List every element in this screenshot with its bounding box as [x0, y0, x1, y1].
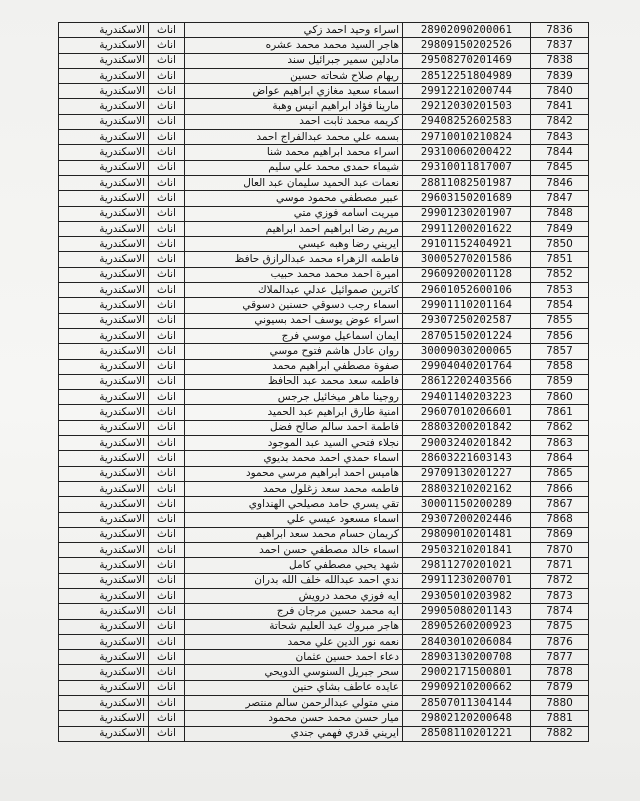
- table-row: [59, 38, 589, 53]
- national-id-cell: 29310060200422: [403, 145, 531, 160]
- gender-cell: اناث: [149, 527, 185, 542]
- table-row: [59, 206, 589, 221]
- national-id-cell: 28507011304144: [403, 696, 531, 711]
- name-cell: ندي احمد عبدالله خلف الله بدران: [185, 573, 403, 588]
- national-id-cell: 28705150201224: [403, 328, 531, 343]
- table-row: [59, 420, 589, 435]
- name-cell: اسماء مسعود عيسي علي: [185, 512, 403, 527]
- national-id-cell: 28803210202162: [403, 481, 531, 496]
- city-cell: الاسكندرية: [59, 23, 149, 38]
- serial-cell: 7867: [531, 497, 589, 512]
- city-cell: الاسكندرية: [59, 267, 149, 282]
- table-row: [59, 696, 589, 711]
- table-row: [59, 619, 589, 634]
- table-row: [59, 634, 589, 649]
- gender-cell: اناث: [149, 267, 185, 282]
- name-cell: هاجر السيد محمد محمد عشره: [185, 38, 403, 53]
- city-cell: الاسكندرية: [59, 436, 149, 451]
- national-id-cell: 29305010203982: [403, 588, 531, 603]
- name-cell: صفوة مصطفي ابراهيم محمد: [185, 359, 403, 374]
- gender-cell: اناث: [149, 558, 185, 573]
- table-row: [59, 53, 589, 68]
- serial-cell: 7858: [531, 359, 589, 374]
- table-row: [59, 481, 589, 496]
- name-cell: اسراء محمد ابراهيم محمد شنا: [185, 145, 403, 160]
- serial-cell: 7840: [531, 84, 589, 99]
- city-cell: الاسكندرية: [59, 145, 149, 160]
- name-cell: دعاء احمد حسين عثمان: [185, 650, 403, 665]
- gender-cell: اناث: [149, 298, 185, 313]
- name-cell: فاطمة احمد سالم صالح فضل: [185, 420, 403, 435]
- name-cell: اسراء عوض يوسف احمد بسيوني: [185, 313, 403, 328]
- national-id-cell: 29607010206601: [403, 405, 531, 420]
- city-cell: الاسكندرية: [59, 359, 149, 374]
- name-cell: كاترين صموائيل عدلي عبدالملاك: [185, 283, 403, 298]
- name-cell: نعمات عبد الحميد سليمان عبد العال: [185, 175, 403, 190]
- city-cell: الاسكندرية: [59, 53, 149, 68]
- name-cell: نجلاء فتحي السيد عبد الموجود: [185, 436, 403, 451]
- serial-cell: 7868: [531, 512, 589, 527]
- table-row: [59, 466, 589, 481]
- table-row: [59, 512, 589, 527]
- city-cell: الاسكندرية: [59, 512, 149, 527]
- city-cell: الاسكندرية: [59, 344, 149, 359]
- city-cell: الاسكندرية: [59, 696, 149, 711]
- gender-cell: اناث: [149, 588, 185, 603]
- city-cell: الاسكندرية: [59, 99, 149, 114]
- serial-cell: 7838: [531, 53, 589, 68]
- serial-cell: 7871: [531, 558, 589, 573]
- name-cell: نعمه نور الدين علي محمد: [185, 634, 403, 649]
- city-cell: الاسكندرية: [59, 405, 149, 420]
- national-id-cell: 29212030201503: [403, 99, 531, 114]
- table-row: [59, 665, 589, 680]
- city-cell: الاسكندرية: [59, 175, 149, 190]
- city-cell: الاسكندرية: [59, 527, 149, 542]
- gender-cell: اناث: [149, 38, 185, 53]
- city-cell: الاسكندرية: [59, 573, 149, 588]
- name-cell: فاطمه محمد سعد زغلول محمد: [185, 481, 403, 496]
- table-row: [59, 68, 589, 83]
- name-cell: مني متولي عبدالرحمن سالم منتصر: [185, 696, 403, 711]
- table-row: [59, 588, 589, 603]
- table-row: [59, 497, 589, 512]
- gender-cell: اناث: [149, 466, 185, 481]
- national-id-cell: 29802120200648: [403, 711, 531, 726]
- national-id-cell: 29901230201907: [403, 206, 531, 221]
- name-cell: هاميس احمد ابراهيم مرسي محمود: [185, 466, 403, 481]
- name-cell: سحر جبريل السنوسي الدويحي: [185, 665, 403, 680]
- city-cell: الاسكندرية: [59, 283, 149, 298]
- national-id-cell: 29310011817007: [403, 160, 531, 175]
- table-row: [59, 328, 589, 343]
- serial-cell: 7865: [531, 466, 589, 481]
- gender-cell: اناث: [149, 344, 185, 359]
- national-id-cell: 29503210201841: [403, 543, 531, 558]
- gender-cell: اناث: [149, 328, 185, 343]
- name-cell: شهد يحيي مصطفي كامل: [185, 558, 403, 573]
- national-id-cell: 29905080201143: [403, 604, 531, 619]
- name-cell: ميار حسن محمد حسن محمود: [185, 711, 403, 726]
- gender-cell: اناث: [149, 221, 185, 236]
- gender-cell: اناث: [149, 604, 185, 619]
- table-row: [59, 573, 589, 588]
- serial-cell: 7860: [531, 390, 589, 405]
- city-cell: الاسكندرية: [59, 558, 149, 573]
- serial-cell: 7877: [531, 650, 589, 665]
- name-cell: ايريني رضا وهبه عيسي: [185, 237, 403, 252]
- national-id-cell: 29408252602583: [403, 114, 531, 129]
- national-id-cell: 29901110201164: [403, 298, 531, 313]
- gender-cell: اناث: [149, 512, 185, 527]
- national-id-cell: 29710010210824: [403, 130, 531, 145]
- name-cell: روان عادل هاشم فتوح موسي: [185, 344, 403, 359]
- national-id-cell: 29609200201128: [403, 267, 531, 282]
- serial-cell: 7837: [531, 38, 589, 53]
- name-cell: مارينا فؤاد ابراهيم انيس وهبة: [185, 99, 403, 114]
- name-cell: كريمه محمد ثابت احمد: [185, 114, 403, 129]
- table-row: [59, 313, 589, 328]
- national-id-cell: 29307200202446: [403, 512, 531, 527]
- table-row: [59, 84, 589, 99]
- city-cell: الاسكندرية: [59, 466, 149, 481]
- national-id-cell: 29101152404921: [403, 237, 531, 252]
- name-cell: فاطمه سعد محمد عبد الحافظ: [185, 374, 403, 389]
- serial-cell: 7863: [531, 436, 589, 451]
- national-id-cell: 29911230200701: [403, 573, 531, 588]
- city-cell: الاسكندرية: [59, 313, 149, 328]
- name-cell: ايريني قدري فهمي جندي: [185, 726, 403, 741]
- name-cell: ايه محمد حسين مرجان فرج: [185, 604, 403, 619]
- national-id-cell: 29809010201481: [403, 527, 531, 542]
- serial-cell: 7873: [531, 588, 589, 603]
- serial-cell: 7848: [531, 206, 589, 221]
- table-row: [59, 527, 589, 542]
- gender-cell: اناث: [149, 145, 185, 160]
- city-cell: الاسكندرية: [59, 497, 149, 512]
- gender-cell: اناث: [149, 99, 185, 114]
- table-row: [59, 451, 589, 466]
- table-row: [59, 298, 589, 313]
- city-cell: الاسكندرية: [59, 665, 149, 680]
- national-id-cell: 28905260200923: [403, 619, 531, 634]
- gender-cell: اناث: [149, 283, 185, 298]
- table-row: [59, 130, 589, 145]
- table-row: [59, 359, 589, 374]
- gender-cell: اناث: [149, 451, 185, 466]
- city-cell: الاسكندرية: [59, 328, 149, 343]
- gender-cell: اناث: [149, 68, 185, 83]
- city-cell: الاسكندرية: [59, 481, 149, 496]
- national-id-cell: 29709130201227: [403, 466, 531, 481]
- name-cell: فاطمه الزهراء محمد عبدالرازق حافظ: [185, 252, 403, 267]
- city-cell: الاسكندرية: [59, 650, 149, 665]
- serial-cell: 7866: [531, 481, 589, 496]
- table-row: [59, 558, 589, 573]
- city-cell: الاسكندرية: [59, 726, 149, 741]
- city-cell: الاسكندرية: [59, 221, 149, 236]
- serial-cell: 7859: [531, 374, 589, 389]
- gender-cell: اناث: [149, 696, 185, 711]
- city-cell: الاسكندرية: [59, 84, 149, 99]
- national-id-cell: 29811270201021: [403, 558, 531, 573]
- city-cell: الاسكندرية: [59, 420, 149, 435]
- table-row: [59, 237, 589, 252]
- table-row: [59, 726, 589, 741]
- name-cell: ريهام صلاح شحاته حسين: [185, 68, 403, 83]
- city-cell: الاسكندرية: [59, 374, 149, 389]
- name-cell: عبير مصطفي محمود موسي: [185, 191, 403, 206]
- city-cell: الاسكندرية: [59, 619, 149, 634]
- gender-cell: اناث: [149, 114, 185, 129]
- national-id-cell: 28403010206084: [403, 634, 531, 649]
- gender-cell: اناث: [149, 405, 185, 420]
- national-id-cell: 29904040201764: [403, 359, 531, 374]
- national-id-cell: 29003240201842: [403, 436, 531, 451]
- gender-cell: اناث: [149, 436, 185, 451]
- national-id-cell: 28902090200061: [403, 23, 531, 38]
- table-row: [59, 252, 589, 267]
- city-cell: الاسكندرية: [59, 604, 149, 619]
- gender-cell: اناث: [149, 175, 185, 190]
- serial-cell: 7849: [531, 221, 589, 236]
- city-cell: الاسكندرية: [59, 191, 149, 206]
- gender-cell: اناث: [149, 359, 185, 374]
- serial-cell: 7869: [531, 527, 589, 542]
- table-row: [59, 221, 589, 236]
- city-cell: الاسكندرية: [59, 634, 149, 649]
- serial-cell: 7857: [531, 344, 589, 359]
- gender-cell: اناث: [149, 481, 185, 496]
- table-row: [59, 114, 589, 129]
- gender-cell: اناث: [149, 680, 185, 695]
- gender-cell: اناث: [149, 237, 185, 252]
- table-row: [59, 390, 589, 405]
- table-row: [59, 650, 589, 665]
- national-id-cell: 29603150201689: [403, 191, 531, 206]
- table-row: [59, 283, 589, 298]
- national-id-cell: 30005270201586: [403, 252, 531, 267]
- serial-cell: 7881: [531, 711, 589, 726]
- gender-cell: اناث: [149, 252, 185, 267]
- gender-cell: اناث: [149, 420, 185, 435]
- national-id-cell: 28508110201221: [403, 726, 531, 741]
- name-cell: مادلين سمير جبرائيل سند: [185, 53, 403, 68]
- table-row: [59, 405, 589, 420]
- table-row: [59, 374, 589, 389]
- serial-cell: 7861: [531, 405, 589, 420]
- serial-cell: 7850: [531, 237, 589, 252]
- serial-cell: 7856: [531, 328, 589, 343]
- name-cell: بسمه علي محمد عبدالفراج احمد: [185, 130, 403, 145]
- serial-cell: 7839: [531, 68, 589, 83]
- city-cell: الاسكندرية: [59, 206, 149, 221]
- name-cell: اسماء سعيد مغازي ابراهيم عواض: [185, 84, 403, 99]
- gender-cell: اناث: [149, 130, 185, 145]
- table-row: [59, 436, 589, 451]
- city-cell: الاسكندرية: [59, 711, 149, 726]
- gender-cell: اناث: [149, 573, 185, 588]
- national-id-cell: 29809150202526: [403, 38, 531, 53]
- name-cell: ايمان اسماعيل موسي فرج: [185, 328, 403, 343]
- serial-cell: 7876: [531, 634, 589, 649]
- gender-cell: اناث: [149, 313, 185, 328]
- city-cell: الاسكندرية: [59, 680, 149, 695]
- name-cell: هاجر مبروك عبد العليم شحاتة: [185, 619, 403, 634]
- serial-cell: 7844: [531, 145, 589, 160]
- national-id-cell: 29911200201622: [403, 221, 531, 236]
- serial-cell: 7882: [531, 726, 589, 741]
- national-id-cell: 28612202403566: [403, 374, 531, 389]
- gender-cell: اناث: [149, 84, 185, 99]
- name-cell: امنية طارق ابراهيم عبد الحميد: [185, 405, 403, 420]
- city-cell: الاسكندرية: [59, 68, 149, 83]
- name-cell: اسماء خالد مصطفي حسن احمد: [185, 543, 403, 558]
- table-row: [59, 711, 589, 726]
- city-cell: الاسكندرية: [59, 160, 149, 175]
- gender-cell: اناث: [149, 160, 185, 175]
- serial-cell: 7847: [531, 191, 589, 206]
- table-row: [59, 175, 589, 190]
- table-row: [59, 267, 589, 282]
- national-id-cell: 28903130200708: [403, 650, 531, 665]
- serial-cell: 7878: [531, 665, 589, 680]
- serial-cell: 7851: [531, 252, 589, 267]
- gender-cell: اناث: [149, 497, 185, 512]
- serial-cell: 7872: [531, 573, 589, 588]
- gender-cell: اناث: [149, 390, 185, 405]
- gender-cell: اناث: [149, 726, 185, 741]
- gender-cell: اناث: [149, 665, 185, 680]
- table-row: [59, 23, 589, 38]
- national-id-cell: 28811082501987: [403, 175, 531, 190]
- name-cell: ميريت اسامه فوزي متي: [185, 206, 403, 221]
- name-cell: اسراء وحيد احمد زكي: [185, 23, 403, 38]
- serial-cell: 7843: [531, 130, 589, 145]
- national-id-cell: 29002171500801: [403, 665, 531, 680]
- serial-cell: 7836: [531, 23, 589, 38]
- roster-body: [59, 23, 589, 742]
- roster-table: [58, 22, 589, 742]
- name-cell: اسماء حمدي احمد محمد بديوي: [185, 451, 403, 466]
- table-row: [59, 160, 589, 175]
- national-id-cell: 28803200201842: [403, 420, 531, 435]
- serial-cell: 7864: [531, 451, 589, 466]
- gender-cell: اناث: [149, 650, 185, 665]
- gender-cell: اناث: [149, 543, 185, 558]
- name-cell: تقي يسري حامد مصيلحي الهنداوي: [185, 497, 403, 512]
- serial-cell: 7862: [531, 420, 589, 435]
- city-cell: الاسكندرية: [59, 588, 149, 603]
- city-cell: الاسكندرية: [59, 252, 149, 267]
- gender-cell: اناث: [149, 53, 185, 68]
- gender-cell: اناث: [149, 634, 185, 649]
- name-cell: مريم رضا ابراهيم احمد ابراهيم: [185, 221, 403, 236]
- serial-cell: 7845: [531, 160, 589, 175]
- national-id-cell: 29909210200662: [403, 680, 531, 695]
- table-row: [59, 680, 589, 695]
- name-cell: ايه فوزي محمد درويش: [185, 588, 403, 603]
- table-row: [59, 145, 589, 160]
- serial-cell: 7870: [531, 543, 589, 558]
- serial-cell: 7841: [531, 99, 589, 114]
- serial-cell: 7846: [531, 175, 589, 190]
- name-cell: اميرة احمد محمد محمد حبيب: [185, 267, 403, 282]
- gender-cell: اناث: [149, 191, 185, 206]
- national-id-cell: 29912210200744: [403, 84, 531, 99]
- serial-cell: 7852: [531, 267, 589, 282]
- national-id-cell: 29307250202587: [403, 313, 531, 328]
- serial-cell: 7874: [531, 604, 589, 619]
- city-cell: الاسكندرية: [59, 298, 149, 313]
- table-row: [59, 191, 589, 206]
- national-id-cell: 29601052600106: [403, 283, 531, 298]
- gender-cell: اناث: [149, 23, 185, 38]
- name-cell: كريمان حسام محمد سعد ابراهيم: [185, 527, 403, 542]
- serial-cell: 7855: [531, 313, 589, 328]
- gender-cell: اناث: [149, 206, 185, 221]
- national-id-cell: 30001150200289: [403, 497, 531, 512]
- serial-cell: 7853: [531, 283, 589, 298]
- city-cell: الاسكندرية: [59, 130, 149, 145]
- name-cell: روجينا ماهر ميخائيل جرجس: [185, 390, 403, 405]
- national-id-cell: 28512251804989: [403, 68, 531, 83]
- table-row: [59, 604, 589, 619]
- serial-cell: 7880: [531, 696, 589, 711]
- table-row: [59, 344, 589, 359]
- name-cell: عايده عاطف بشاي حنين: [185, 680, 403, 695]
- table-row: [59, 99, 589, 114]
- serial-cell: 7842: [531, 114, 589, 129]
- city-cell: الاسكندرية: [59, 237, 149, 252]
- serial-cell: 7879: [531, 680, 589, 695]
- national-id-cell: 29508270201469: [403, 53, 531, 68]
- city-cell: الاسكندرية: [59, 114, 149, 129]
- table-row: [59, 543, 589, 558]
- national-id-cell: 30009030200065: [403, 344, 531, 359]
- city-cell: الاسكندرية: [59, 390, 149, 405]
- national-id-cell: 29401140203223: [403, 390, 531, 405]
- city-cell: الاسكندرية: [59, 451, 149, 466]
- serial-cell: 7854: [531, 298, 589, 313]
- city-cell: الاسكندرية: [59, 543, 149, 558]
- gender-cell: اناث: [149, 619, 185, 634]
- city-cell: الاسكندرية: [59, 38, 149, 53]
- gender-cell: اناث: [149, 711, 185, 726]
- name-cell: اسماء رجب دسوقي حسنين دسوقي: [185, 298, 403, 313]
- name-cell: شيماء حمدى محمد علي سليم: [185, 160, 403, 175]
- serial-cell: 7875: [531, 619, 589, 634]
- gender-cell: اناث: [149, 374, 185, 389]
- national-id-cell: 28603221603143: [403, 451, 531, 466]
